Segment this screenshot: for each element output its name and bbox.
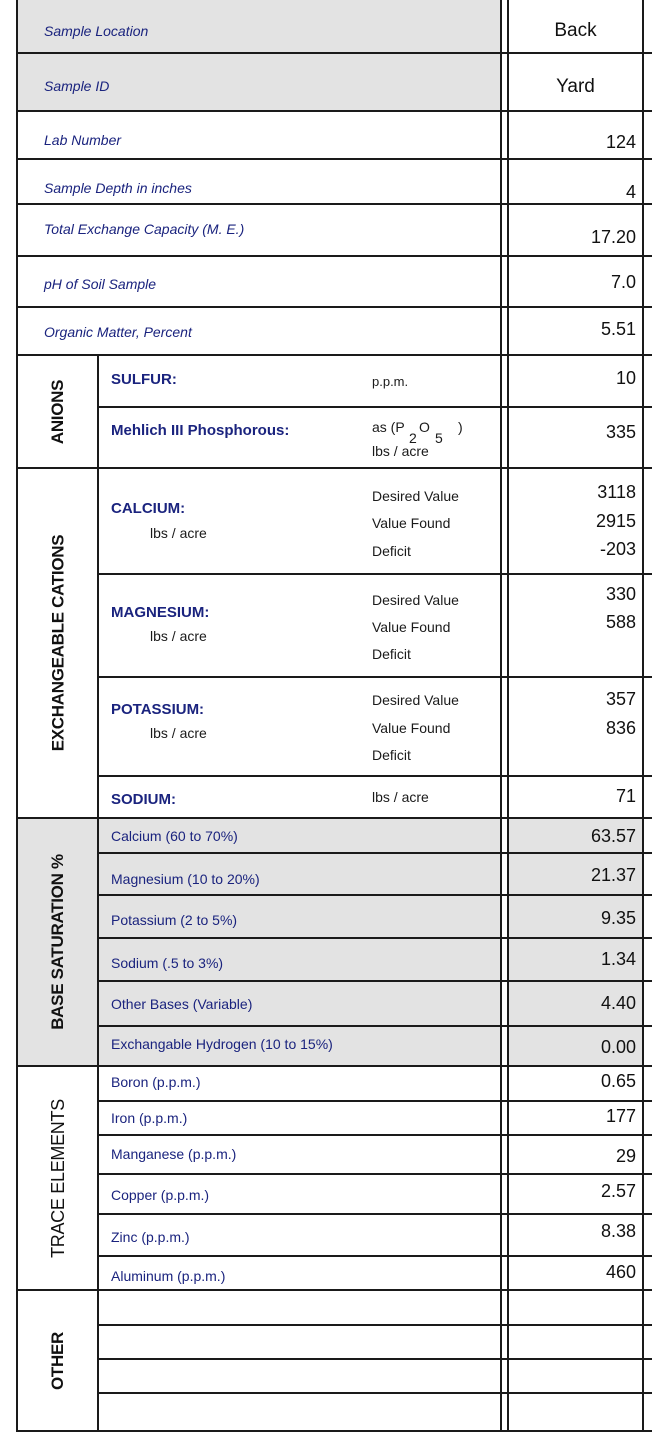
base-saturation-section-title: BASE SATURATION % [48, 854, 68, 1030]
calcium-label: CALCIUM: [111, 500, 186, 517]
trace-copper-value: 2.57 [600, 1181, 636, 1201]
sample-location-value: Back [554, 20, 597, 41]
sodium-value: 71 [615, 786, 636, 806]
sample-id-value: Yard [556, 76, 595, 97]
potassium-deficit-label: Deficit [372, 747, 411, 763]
base-saturation-other-value: 4.40 [600, 993, 636, 1013]
base-saturation-hydrogen-label: Exchangable Hydrogen (10 to 15%) [111, 1036, 333, 1052]
sample-depth-value: 4 [625, 182, 636, 202]
row-divider [97, 937, 652, 939]
sulfur-unit: p.p.m. [372, 374, 409, 389]
magnesium-found-value: 588 [605, 612, 636, 632]
base-saturation-potassium-value: 9.35 [600, 908, 636, 928]
trace-manganese-label: Manganese (p.p.m.) [111, 1146, 237, 1162]
row-divider [97, 1134, 652, 1136]
row-divider [97, 852, 652, 854]
ph-label: pH of Soil Sample [44, 276, 157, 292]
sample-depth-label: Sample Depth in inches [44, 180, 192, 196]
sulfur-label: SULFUR: [111, 371, 177, 388]
section-divider [16, 1065, 652, 1067]
trace-manganese-value: 29 [615, 1146, 636, 1166]
row-divider [16, 158, 652, 160]
row-divider [97, 1173, 652, 1175]
base-saturation-sodium-value: 1.34 [600, 949, 636, 969]
lab-number-value: 124 [605, 132, 636, 152]
trace-zinc-value: 8.38 [600, 1221, 636, 1241]
trace-iron-label: Iron (p.p.m.) [111, 1110, 188, 1126]
row-divider [97, 1358, 652, 1360]
potassium-found-label: Value Found [372, 720, 451, 736]
value-column-right-border [642, 0, 644, 1432]
organic-matter-value: 5.51 [600, 319, 636, 339]
sample-id-label: Sample ID [44, 78, 110, 94]
tec-value: 17.20 [590, 227, 636, 247]
section-divider [16, 467, 652, 469]
trace-aluminum-label: Aluminum (p.p.m.) [111, 1268, 226, 1284]
row-divider [97, 573, 652, 575]
lab-number-label: Lab Number [44, 132, 122, 148]
row-divider [16, 306, 652, 308]
row-divider [16, 52, 652, 54]
tec-label: Total Exchange Capacity (M. E.) [44, 221, 245, 237]
row-divider [97, 406, 652, 408]
base-saturation-other-label: Other Bases (Variable) [111, 996, 253, 1012]
row-divider [97, 894, 652, 896]
calcium-unit: lbs / acre [150, 525, 207, 541]
calcium-deficit-label: Deficit [372, 543, 411, 559]
magnesium-label: MAGNESIUM: [111, 604, 210, 621]
other-section-title: OTHER [47, 1331, 67, 1390]
magnesium-desired-label: Desired Value [372, 592, 459, 608]
potassium-desired-value: 357 [605, 689, 636, 709]
calcium-deficit-value: -203 [599, 539, 636, 559]
organic-matter-label: Organic Matter, Percent [44, 324, 192, 340]
value-column-divider [507, 0, 509, 1432]
table-bottom-border [16, 1430, 652, 1432]
base-saturation-value-shade [509, 818, 642, 1066]
calcium-desired-label: Desired Value [372, 488, 459, 504]
ph-value: 7.0 [610, 272, 636, 292]
magnesium-found-label: Value Found [372, 619, 451, 635]
row-divider [97, 676, 652, 678]
trace-aluminum-value: 460 [605, 1262, 636, 1282]
base-saturation-magnesium-label: Magnesium (10 to 20%) [111, 871, 260, 887]
potassium-desired-label: Desired Value [372, 692, 459, 708]
base-saturation-magnesium-value: 21.37 [590, 865, 636, 885]
cations-section-title: EXCHANGEABLE CATIONS [48, 534, 67, 752]
base-saturation-sodium-label: Sodium (.5 to 3%) [111, 955, 224, 971]
calcium-found-label: Value Found [372, 515, 451, 531]
trace-zinc-label: Zinc (p.p.m.) [111, 1229, 190, 1245]
row-divider [97, 1213, 652, 1215]
base-saturation-calcium-label: Calcium (60 to 70%) [111, 828, 238, 844]
row-divider [97, 775, 652, 777]
row-divider [97, 980, 652, 982]
base-saturation-potassium-label: Potassium (2 to 5%) [111, 912, 238, 928]
row-divider [16, 110, 652, 112]
calcium-desired-value: 3118 [597, 482, 636, 502]
trace-iron-value: 177 [605, 1106, 636, 1126]
phosphorous-value: 335 [605, 422, 636, 442]
row-divider [97, 1100, 652, 1102]
trace-copper-label: Copper (p.p.m.) [111, 1187, 210, 1203]
sodium-label: SODIUM: [111, 791, 176, 808]
potassium-label: POTASSIUM: [111, 701, 205, 718]
magnesium-unit: lbs / acre [150, 628, 207, 644]
base-saturation-hydrogen-value: 0.00 [600, 1037, 636, 1057]
trace-elements-section-title: TRACE ELEMENTS [47, 1098, 68, 1258]
phosphorous-label: Mehlich III Phosphorous: [111, 422, 290, 439]
anions-section-title: ANIONS [47, 379, 67, 444]
row-divider [97, 1324, 652, 1326]
row-divider [97, 1025, 652, 1027]
row-divider [97, 1255, 652, 1257]
base-saturation-calcium-value: 63.57 [590, 826, 636, 846]
potassium-found-value: 836 [605, 718, 636, 738]
section-divider [16, 817, 652, 819]
header-shade [18, 0, 501, 112]
label-column-divider [500, 0, 502, 1432]
trace-boron-label: Boron (p.p.m.) [111, 1074, 201, 1090]
row-divider [97, 1392, 652, 1394]
calcium-found-value: 2915 [595, 511, 636, 531]
sulfur-value: 10 [615, 368, 636, 388]
trace-boron-value: 0.65 [600, 1071, 636, 1091]
magnesium-desired-value: 330 [605, 584, 636, 604]
row-divider [16, 255, 652, 257]
row-divider [16, 354, 652, 356]
magnesium-deficit-label: Deficit [372, 646, 411, 662]
sample-location-label: Sample Location [44, 23, 149, 39]
sodium-unit: lbs / acre [372, 789, 429, 805]
section-divider [16, 1289, 652, 1291]
potassium-unit: lbs / acre [150, 725, 207, 741]
phosphorous-unit: as (P O ) 2 5 lbs / acre [372, 419, 463, 459]
row-divider [16, 203, 652, 205]
